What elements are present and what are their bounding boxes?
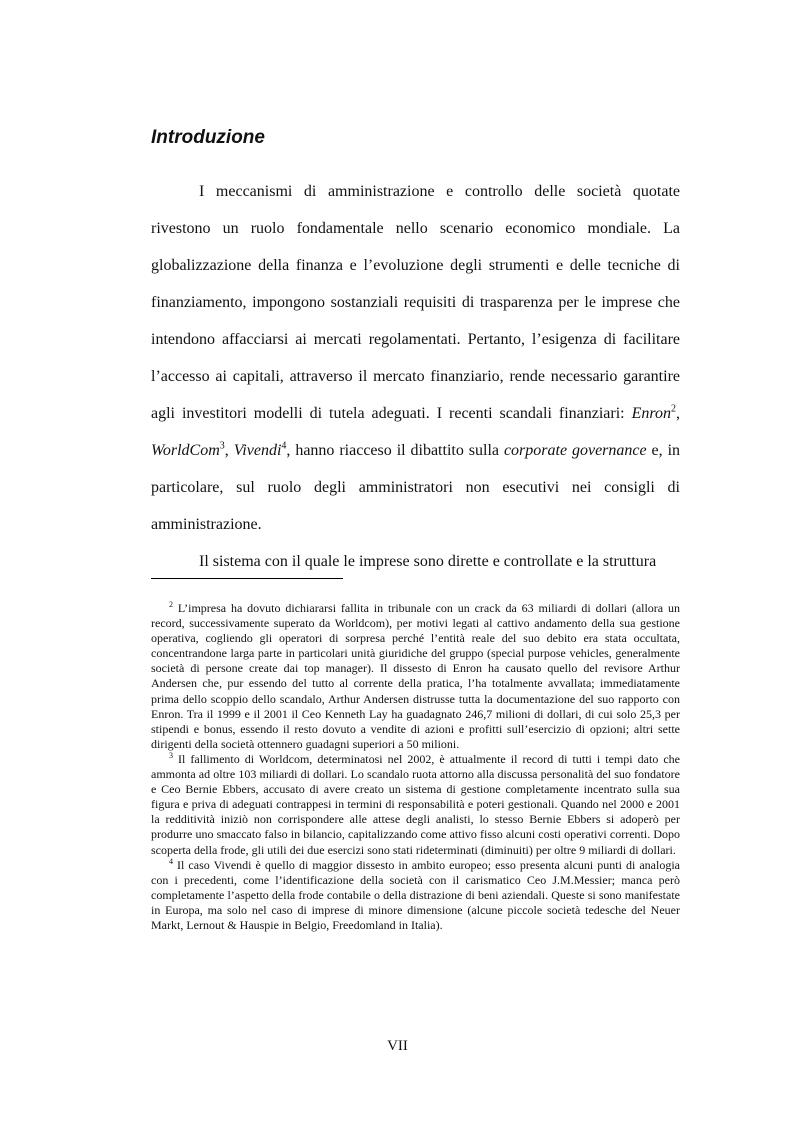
paragraph-intro-text-c: e, in particolare, sul ruolo degli amministratori non esecutivi nei consigli di amministrazione. [151,442,681,533]
footnote-ref-2: 2 [671,403,676,415]
footnote [151,752,680,858]
page-number: VII [387,1038,408,1054]
term-corporate-governance: corporate governance [503,442,647,459]
footnote-ref-4: 4 [281,440,287,452]
footnote-text: L’impresa ha dovuto dichiararsi fallita in tribunale con un crack da 63 miliardi di dollari (allora un record, successivamente superato da Worldcom), per motivi legati al cattivo andamento della sua gestione operativa, cogliendo gli operatori di sorpresa perché l’entità reale del suo debito era stata occultata, concentrandone larga parte in particolari unità giuridiche del gruppo (special purpose vehicles, generalmente società di persone create dai top manager). Il dissesto di Enron ha causato quello del revisore Arthur Andersen che, pur essendo del tutto al corrente della pratica, l’ha totalmente avvallata; immediatamente prima dello scoppio dello scandalo, Arthur Andersen distrusse tutta la documentazione del suo rapporto con Enron. Tra il 1999 e il 2001 il Ceo Kenneth Lay ha guadagnato 246,7 milioni di dollari, di cui solo 25,3 per stipendi e bonus, essendo il resto dovuto a vendite di azioni e profitti sull’esercizio di opzioni; altri sette dirigenti della società ottennero guadagni superiori a 50 milioni. [151,601,681,751]
separator-2: , [224,442,234,459]
section-heading: Introduzione [151,127,265,148]
paragraph-intro-text-b: , hanno riacceso il dibattito sulla [286,442,504,459]
footnote-number: 4 [169,856,173,866]
footnote-ref-3: 3 [219,440,225,452]
footnote-number: 3 [169,750,173,760]
footnote-text: Il fallimento di Worldcom, determinatosi nel 2002, è attualmente il record di tutti i tempi dato che ammonta ad oltre 103 miliardi di dollari. Lo scandalo ruota attorno alla discussa personalità del suo fondatore e Ceo Bernie Ebbers, accusato di avere creato un sistema di gestione completamente incentrato sulla sua figura e priva di adeguati contrappesi in termini di responsabilità e poteri gestionali. Quando nel 2000 e 2001 la redditività iniziò non corrispondere alle attese degli analisti, lo stesso Bernie Ebbers si adoperò per produrre uno smaccato falso in bilancio, capitalizzando come attivo fisso alcuni costi operativi correnti. Dopo scoperta della frode, gli utili dei due esercizi sono stati rideterminati (diminuiti) per oltre 9 miliardi di dollari. [151,751,681,857]
body-text [151,173,680,580]
paragraph-system: Il sistema con il quale le imprese sono dirette e controllate e la struttura [199,553,657,570]
separator-1: , [676,405,680,422]
footnote-text: Il caso Vivendi è quello di maggior dissesto in ambito europeo; esso presenta alcuni punti di analogia con i precedenti, come l’identificazione della società con il carismatico Ceo J.M.Messier; manca però completamente l’aspetto della frode contabile o della distrazione di beni aziendali. Queste si sono manifestate in Europa, ma solo nel caso di imprese di minore dimensione (alcune piccole società tedesche del Neuer Markt, Lernout & Hauspie in Belgio, Freedomland in Italia). [151,857,681,932]
paragraph-intro-text-a: I meccanismi di amministrazione e controllo delle società quotate rivestono un ruolo fondamentale nello scenario economico mondiale. La globalizzazione della finanza e l’evoluzione degli strumenti e delle tecniche di finanziamento, impongono sostanziali requisiti di trasparenza per le imprese che intendono affacciarsi ai mercati regolamentati. Pertanto, l’esigenza di facilitare l’accesso ai capitali, attraverso il mercato finanziario, rende necessario garantire agli investitori modelli di tutela adeguati. I recenti scandali finanziari: [151,183,680,422]
term-enron: Enron [631,405,671,422]
term-worldcom: WorldCom [151,442,220,459]
footnote-number: 2 [169,600,173,609]
paragraph-intro [151,173,680,543]
term-vivendi: Vivendi [233,442,282,459]
footnote [151,858,680,933]
footnote-separator [151,578,343,579]
footnote [151,601,680,752]
footnotes [151,601,680,933]
